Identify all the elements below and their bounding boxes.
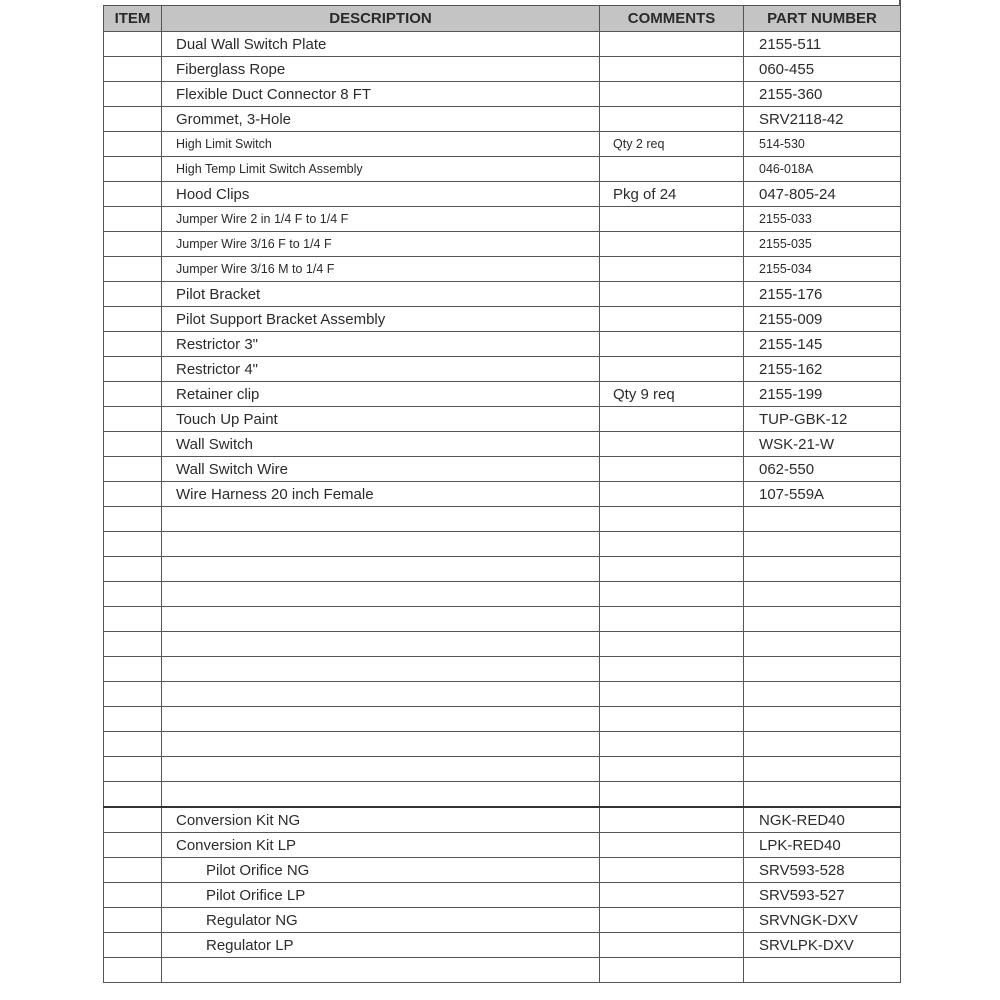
comments-cell [600, 908, 744, 933]
part-number-cell: NGK-RED40 [744, 807, 901, 833]
comments-cell [600, 933, 744, 958]
description-cell [162, 782, 600, 808]
blank-row [104, 757, 901, 782]
description-cell: Restrictor 4" [162, 357, 600, 382]
blank-row [104, 682, 901, 707]
item-cell [104, 632, 162, 657]
comments-cell [600, 107, 744, 132]
kit-row [104, 933, 901, 958]
item-cell [104, 707, 162, 732]
description-cell: Conversion Kit LP [162, 833, 600, 858]
table-row [104, 332, 901, 357]
item-cell [104, 282, 162, 307]
description-cell [162, 607, 600, 632]
part-number-cell: 514-530 [744, 132, 901, 157]
table-row [104, 307, 901, 332]
comments-cell [600, 858, 744, 883]
part-number-cell: 060-455 [744, 57, 901, 82]
part-number-cell: 2155-176 [744, 282, 901, 307]
description-cell [162, 707, 600, 732]
item-cell [104, 833, 162, 858]
part-number-cell: 2155-034 [744, 257, 901, 282]
part-number-cell [744, 582, 901, 607]
kit-row [104, 908, 901, 933]
table-row [104, 132, 901, 157]
item-cell [104, 182, 162, 207]
table-row [104, 182, 901, 207]
comments-cell [600, 757, 744, 782]
table-row [104, 157, 901, 182]
description-cell: Pilot Orifice LP [162, 883, 600, 908]
item-cell [104, 107, 162, 132]
comments-cell [600, 307, 744, 332]
part-number-cell: 2155-511 [744, 32, 901, 57]
item-cell [104, 82, 162, 107]
part-number-cell [744, 682, 901, 707]
comments-cell [600, 32, 744, 57]
description-cell: Hood Clips [162, 182, 600, 207]
item-cell [104, 307, 162, 332]
part-number-cell [744, 557, 901, 582]
description-cell: Pilot Support Bracket Assembly [162, 307, 600, 332]
item-cell [104, 432, 162, 457]
part-number-cell: SRVLPK-DXV [744, 933, 901, 958]
item-cell [104, 582, 162, 607]
comments-cell [600, 482, 744, 507]
part-number-cell: 047-805-24 [744, 182, 901, 207]
item-cell [104, 157, 162, 182]
description-cell [162, 657, 600, 682]
part-number-cell [744, 657, 901, 682]
description-cell [162, 732, 600, 757]
table-row [104, 32, 901, 57]
description-cell: High Limit Switch [162, 132, 600, 157]
comments-cell [600, 57, 744, 82]
header-comments: COMMENTS [600, 6, 744, 32]
table-row [104, 257, 901, 282]
table-row [104, 407, 901, 432]
comments-cell [600, 732, 744, 757]
comments-cell [600, 958, 744, 983]
header-item: ITEM [104, 6, 162, 32]
part-number-cell [744, 782, 901, 808]
table-row [104, 207, 901, 232]
blank-row [104, 782, 901, 808]
description-cell [162, 582, 600, 607]
description-cell: Restrictor 3" [162, 332, 600, 357]
blank-row [104, 557, 901, 582]
item-cell [104, 883, 162, 908]
header-row [104, 6, 901, 32]
part-number-cell [744, 958, 901, 983]
comments-cell [600, 232, 744, 257]
item-cell [104, 482, 162, 507]
item-cell [104, 807, 162, 833]
description-cell [162, 507, 600, 532]
item-cell [104, 607, 162, 632]
table-row [104, 382, 901, 407]
header-part-number: PART NUMBER [744, 6, 901, 32]
description-cell: Jumper Wire 3/16 F to 1/4 F [162, 232, 600, 257]
table-row [104, 457, 901, 482]
header-description: DESCRIPTION [162, 6, 600, 32]
part-number-cell: SRV593-528 [744, 858, 901, 883]
description-cell [162, 958, 600, 983]
description-cell: Conversion Kit NG [162, 807, 600, 833]
description-cell: Flexible Duct Connector 8 FT [162, 82, 600, 107]
description-cell: Jumper Wire 3/16 M to 1/4 F [162, 257, 600, 282]
blank-row [104, 958, 901, 983]
item-cell [104, 757, 162, 782]
item-cell [104, 382, 162, 407]
description-cell: Touch Up Paint [162, 407, 600, 432]
blank-row [104, 632, 901, 657]
comments-cell [600, 657, 744, 682]
item-cell [104, 207, 162, 232]
part-number-cell: 062-550 [744, 457, 901, 482]
item-cell [104, 858, 162, 883]
table-row [104, 107, 901, 132]
blank-row [104, 732, 901, 757]
item-cell [104, 682, 162, 707]
item-cell [104, 657, 162, 682]
description-cell [162, 532, 600, 557]
part-number-cell: 046-018A [744, 157, 901, 182]
item-cell [104, 132, 162, 157]
item-cell [104, 407, 162, 432]
table-row [104, 432, 901, 457]
kit-row [104, 807, 901, 833]
part-number-cell: 2155-145 [744, 332, 901, 357]
description-cell: Retainer clip [162, 382, 600, 407]
comments-cell [600, 82, 744, 107]
part-number-cell [744, 632, 901, 657]
comments-cell [600, 507, 744, 532]
description-cell: Dual Wall Switch Plate [162, 32, 600, 57]
comments-cell [600, 332, 744, 357]
description-cell [162, 632, 600, 657]
comments-cell [600, 457, 744, 482]
kit-row [104, 833, 901, 858]
comments-cell [600, 707, 744, 732]
item-cell [104, 457, 162, 482]
item-cell [104, 732, 162, 757]
item-cell [104, 782, 162, 808]
part-number-cell: SRV2118-42 [744, 107, 901, 132]
part-number-cell [744, 757, 901, 782]
description-cell: Regulator NG [162, 908, 600, 933]
part-number-cell: LPK-RED40 [744, 833, 901, 858]
part-number-cell: 2155-035 [744, 232, 901, 257]
comments-cell [600, 432, 744, 457]
comments-cell [600, 157, 744, 182]
comments-cell [600, 833, 744, 858]
table-row [104, 482, 901, 507]
part-number-cell: SRV593-527 [744, 883, 901, 908]
item-cell [104, 332, 162, 357]
comments-cell: Qty 2 req [600, 132, 744, 157]
description-cell: Fiberglass Rope [162, 57, 600, 82]
comments-cell [600, 257, 744, 282]
description-cell: Pilot Bracket [162, 282, 600, 307]
comments-cell [600, 682, 744, 707]
item-cell [104, 908, 162, 933]
part-number-cell: WSK-21-W [744, 432, 901, 457]
description-cell: Regulator LP [162, 933, 600, 958]
blank-row [104, 657, 901, 682]
comments-cell [600, 582, 744, 607]
item-cell [104, 532, 162, 557]
table-row [104, 282, 901, 307]
item-cell [104, 958, 162, 983]
table-row [104, 57, 901, 82]
comments-cell [600, 357, 744, 382]
item-cell [104, 557, 162, 582]
table-row [104, 82, 901, 107]
comments-cell [600, 282, 744, 307]
part-number-cell: 2155-033 [744, 207, 901, 232]
blank-row [104, 707, 901, 732]
comments-cell [600, 532, 744, 557]
description-cell [162, 682, 600, 707]
comments-cell [600, 407, 744, 432]
part-number-cell: 2155-009 [744, 307, 901, 332]
item-cell [104, 32, 162, 57]
kit-row [104, 858, 901, 883]
part-number-cell [744, 607, 901, 632]
comments-cell [600, 807, 744, 833]
description-cell: Wall Switch Wire [162, 457, 600, 482]
item-cell [104, 57, 162, 82]
description-cell: Jumper Wire 2 in 1/4 F to 1/4 F [162, 207, 600, 232]
part-number-cell [744, 532, 901, 557]
part-number-cell: 2155-360 [744, 82, 901, 107]
comments-cell [600, 557, 744, 582]
comments-cell [600, 632, 744, 657]
part-number-cell [744, 707, 901, 732]
description-cell [162, 757, 600, 782]
description-cell: Wall Switch [162, 432, 600, 457]
item-cell [104, 257, 162, 282]
blank-row [104, 582, 901, 607]
comments-cell [600, 883, 744, 908]
table-body [104, 32, 901, 983]
description-cell: Wire Harness 20 inch Female [162, 482, 600, 507]
description-cell: Grommet, 3-Hole [162, 107, 600, 132]
description-cell: High Temp Limit Switch Assembly [162, 157, 600, 182]
comments-cell [600, 207, 744, 232]
blank-row [104, 507, 901, 532]
part-number-cell [744, 732, 901, 757]
kit-row [104, 883, 901, 908]
description-cell: Pilot Orifice NG [162, 858, 600, 883]
item-cell [104, 357, 162, 382]
blank-row [104, 532, 901, 557]
part-number-cell: 2155-162 [744, 357, 901, 382]
parts-table [103, 5, 901, 983]
item-cell [104, 933, 162, 958]
part-number-cell: 2155-199 [744, 382, 901, 407]
table-row [104, 357, 901, 382]
description-cell [162, 557, 600, 582]
part-number-cell: TUP-GBK-12 [744, 407, 901, 432]
blank-row [104, 607, 901, 632]
comments-cell: Qty 9 req [600, 382, 744, 407]
part-number-cell: 107-559A [744, 482, 901, 507]
table-row [104, 232, 901, 257]
part-number-cell [744, 507, 901, 532]
comments-cell [600, 782, 744, 808]
item-cell [104, 507, 162, 532]
part-number-cell: SRVNGK-DXV [744, 908, 901, 933]
comments-cell: Pkg of 24 [600, 182, 744, 207]
item-cell [104, 232, 162, 257]
comments-cell [600, 607, 744, 632]
